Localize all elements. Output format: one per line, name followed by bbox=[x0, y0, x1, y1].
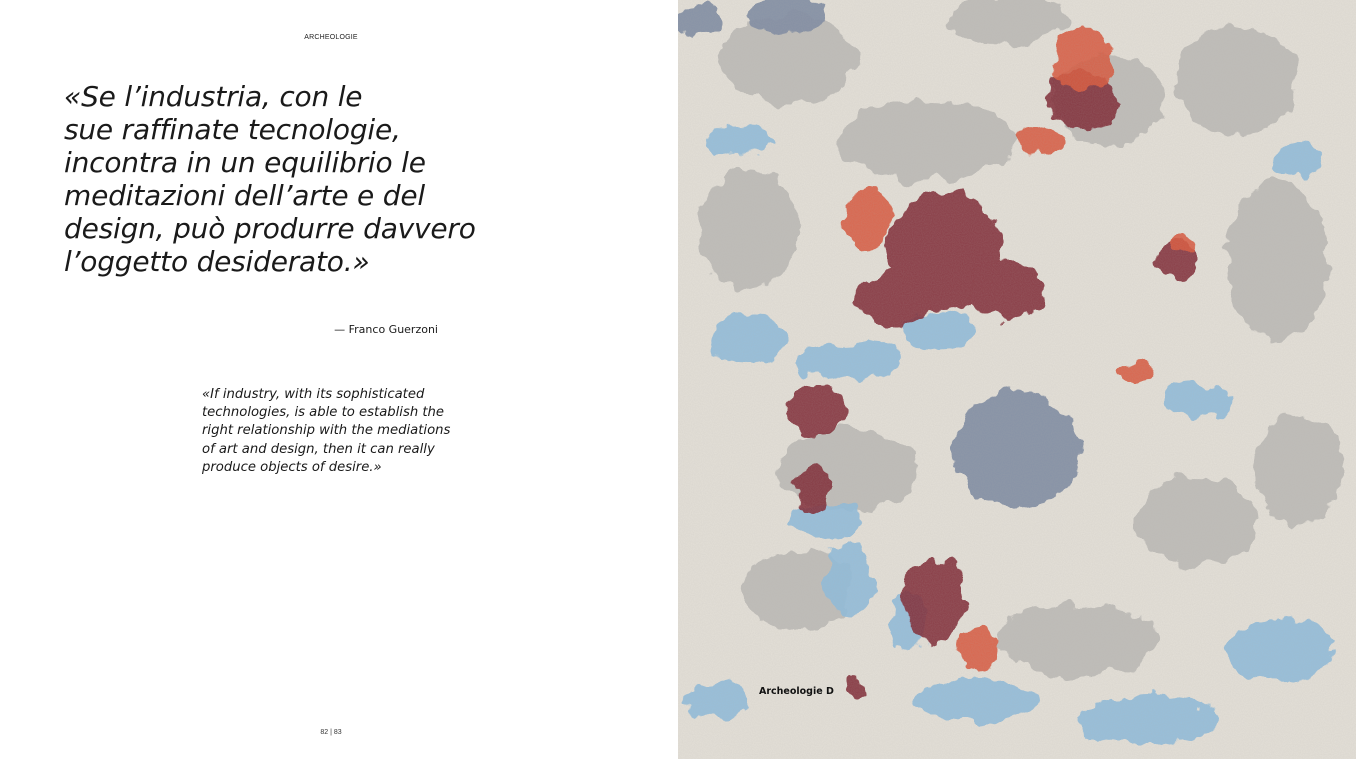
right-page bbox=[678, 0, 1356, 759]
artwork-caption: Archeologie D bbox=[759, 686, 834, 697]
italian-quote-line: l’oggetto desiderato.» bbox=[64, 245, 370, 278]
english-quote-line: produce objects of desire.» bbox=[202, 459, 382, 475]
english-quote-line: right relationship with the mediations bbox=[202, 423, 451, 439]
italian-quote-line: design, può produrre davvero bbox=[64, 212, 476, 245]
english-quote-line: of art and design, then it can really bbox=[202, 441, 435, 457]
italian-quote bbox=[64, 80, 484, 278]
artwork-image bbox=[678, 0, 1356, 759]
quote-attribution: — Franco Guerzoni bbox=[334, 323, 438, 336]
english-quote-line: «If industry, with its sophisticated bbox=[202, 387, 425, 402]
italian-quote-line: incontra in un equilibrio le bbox=[64, 146, 426, 179]
english-quote-line: technologies, is able to establish the bbox=[202, 405, 445, 421]
page-numbers: 82 | 83 bbox=[320, 729, 342, 736]
english-quote bbox=[202, 386, 472, 477]
italian-quote-line: sue raffinate tecnologie, bbox=[64, 113, 401, 146]
italian-quote-line: «Se l’industria, con le bbox=[64, 80, 363, 113]
italian-quote-line: meditazioni dell’arte e del bbox=[64, 179, 425, 212]
running-head: ARCHEOLOGIE bbox=[304, 34, 358, 41]
